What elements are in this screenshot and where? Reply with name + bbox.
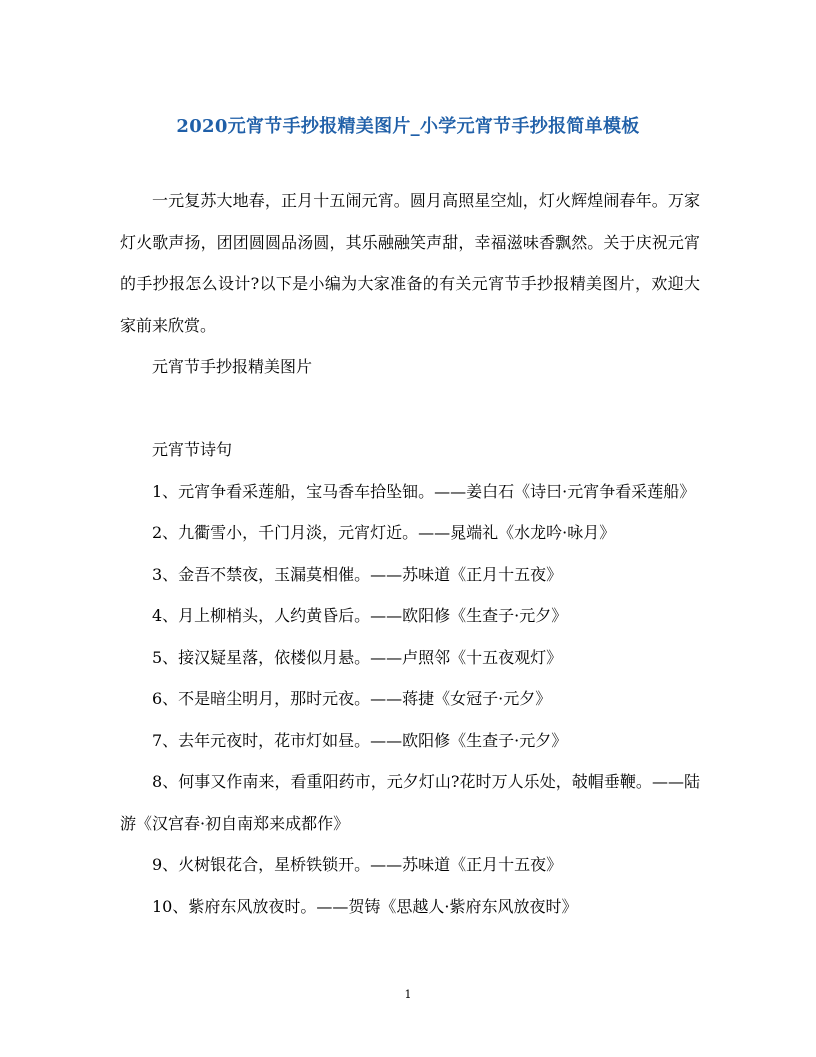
poem-line: 3、金吾不禁夜，玉漏莫相催。——苏味道《正月十五夜》 [152,564,563,584]
poem-line: 10、紫府东风放夜时。——贺铸《思越人·紫府东风放夜时》 [152,896,578,916]
page-number: 1 [404,988,412,1001]
document-body [120,180,700,927]
image-placeholder-gap [120,388,700,430]
poem-line: 6、不是暗尘明月，那时元夜。——蒋捷《女冠子·元夕》 [152,689,552,708]
poem-line: 1、元宵争看采莲船，宝马香车拾坠钿。——姜白石《诗曰·元宵争看采莲船》 [152,481,696,501]
poem-line: 5、接汉疑星落，依楼似月悬。——卢照邻《十五夜观灯》 [152,647,563,667]
intro-paragraph: 一元复苏大地春，正月十五闹元宵。圆月高照星空灿，灯火辉煌闹春年。万家灯火歌声扬，团团圆圆品汤圆，其乐融融笑声甜，幸福滋味香飘然。关于庆祝元宵的手抄报怎么设计?以下是小编为大家准备的有关元宵节手抄报精美图片，欢迎大家前来欣赏。 [120,191,700,335]
section-heading-poems: 元宵节诗句 [152,440,233,459]
poem-line: 4、月上柳梢头，人约黄昏后。——欧阳修《生查子·元夕》 [152,606,568,625]
poem-line: 2、九衢雪小，千门月淡，元宵灯近。——晁端礼《水龙吟·咏月》 [152,523,616,542]
poem-line: 9、火树银花合，星桥铁锁开。——苏味道《正月十五夜》 [152,855,563,874]
poem-line: 8、何事又作南来，看重阳药市，元夕灯山?花时万人乐处，攲帽垂鞭。——陆游《汉宫春·初自南郑来成都作》 [120,772,700,833]
poem-line: 7、去年元夜时，花市灯如昼。——欧阳修《生查子·元夕》 [152,730,568,750]
section-heading-pictures: 元宵节手抄报精美图片 [152,357,313,376]
document-title: 2020元宵节手抄报精美图片_小学元宵节手抄报简单模板 [176,116,640,137]
